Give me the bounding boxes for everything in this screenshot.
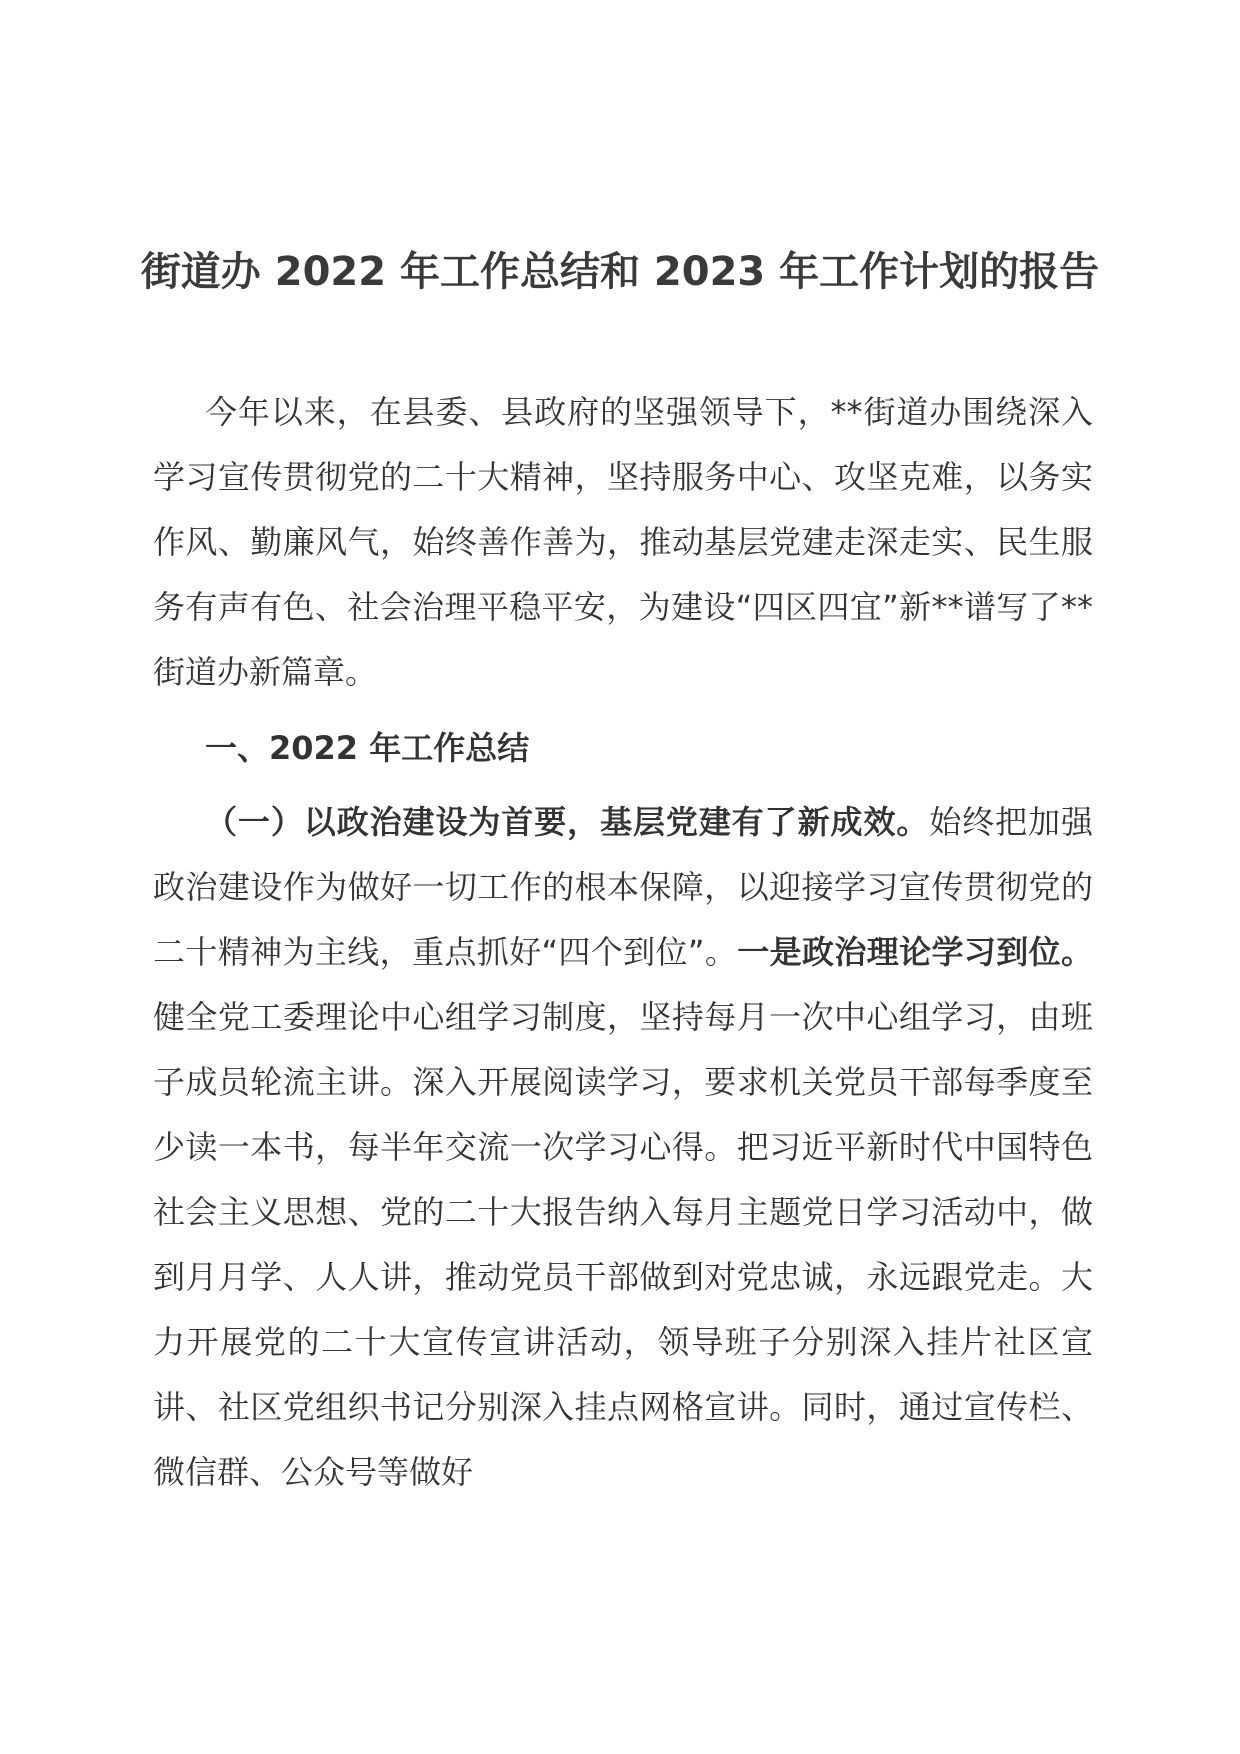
- section-heading-2022-summary: 一、2022 年工作总结: [205, 729, 530, 767]
- intro-paragraph: 今年以来，在县委、县政府的坚强领导下，**街道办围绕深入学习宣传贯彻党的二十大精神，坚持服务中心、攻坚克难，以务实作风、勤廉风气，始终善作善为，推动基层党建走深走实、民生服务有声有色、社会治理平稳平安，为建设“四区四宜”新**谱写了**街道办新篇章。: [153, 393, 1093, 691]
- section-1-body-text: 健全党工委理论中心组学习制度，坚持每月一次中心组学习，由班子成员轮流主讲。深入开展阅读学习，要求机关党员干部每季度至少读一本书，每半年交流一次学习心得。把习近平新时代中国特色社会主义思想、党的二十大报告纳入每月主题党日学习活动中，做到月月学、人人讲，推动党员干部做到对党忠诚，永远跟党走。大力开展党的二十大宣传宣讲活动，领导班子分别深入挂片社区宣讲、社区党组织书记分别深入挂点网格宣讲。同时，通过宣传栏、微信群、公众号等做好: [153, 998, 1093, 1491]
- section-1-subheading: 一是政治理论学习到位。: [737, 933, 1093, 971]
- section-1-text: 始终把加强政治建设作为做好一切工作的根本保障，以迎接学习宣传贯彻党的二十精神为主线，重点抓好“四个到位”。: [153, 803, 1093, 971]
- section-1-lead-heading: （一）以政治建设为首要，基层党建有了新成效。: [205, 803, 930, 841]
- document-title: 街道办 2022 年工作总结和 2023 年工作计划的报告: [140, 249, 1100, 295]
- section-1-paragraph: [153, 790, 1093, 1505]
